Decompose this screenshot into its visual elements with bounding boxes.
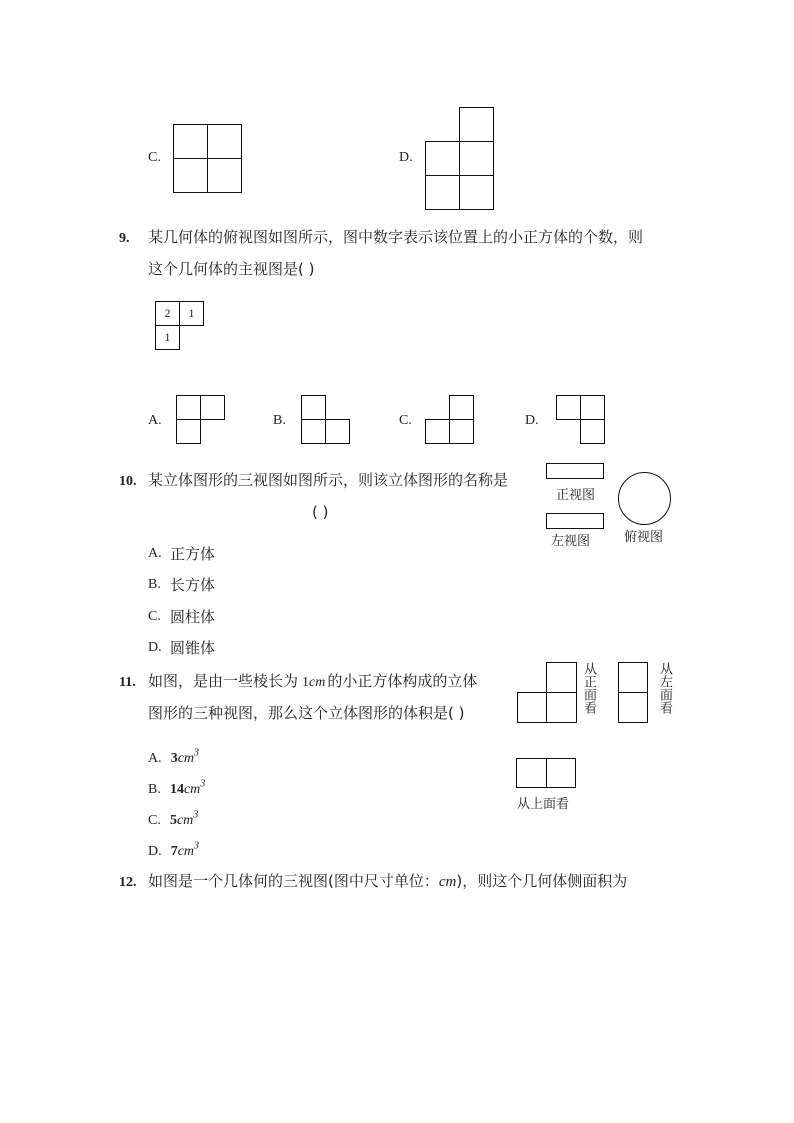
square xyxy=(459,175,494,210)
q10-text-line1: 某立体图形的三视图如图所示，则该立体图形的名称是 xyxy=(148,471,509,489)
square xyxy=(580,419,605,444)
q11-option-value: 7 xyxy=(170,844,178,859)
square xyxy=(301,395,326,420)
q12-text xyxy=(148,871,627,892)
q11-option-unit: cm xyxy=(177,844,195,859)
q10-option-text: 圆锥体 xyxy=(170,639,216,657)
square xyxy=(459,107,494,142)
q9-number: 9. xyxy=(119,231,130,246)
square xyxy=(449,419,474,444)
top-view-cell: 1 xyxy=(155,325,180,350)
square xyxy=(176,419,201,444)
square xyxy=(173,158,208,193)
square xyxy=(546,758,576,788)
square xyxy=(516,758,547,788)
q10-top-view-circle xyxy=(618,472,671,525)
q10-left-view-rect xyxy=(546,513,604,529)
q9-option-b-label: B. xyxy=(273,413,286,428)
q11-option-exp: 3 xyxy=(194,747,200,759)
q11-text-part: 的小正方体构成的立体 xyxy=(327,672,478,690)
q11-option-b xyxy=(148,778,205,798)
q10-option-letter: D. xyxy=(148,640,162,655)
square xyxy=(580,395,605,420)
q9-text-line1: 某几何体的俯视图如图所示，图中数字表示该位置上的小正方体的个数，则 xyxy=(148,228,644,246)
square xyxy=(425,419,450,444)
q10-front-view-label: 正视图 xyxy=(556,488,596,503)
square xyxy=(301,419,326,444)
q10-top-view-label: 俯视图 xyxy=(624,530,664,545)
q11-option-exp: 3 xyxy=(193,809,199,821)
q10-option-letter: A. xyxy=(148,546,162,561)
square xyxy=(200,395,225,420)
q12-number: 12. xyxy=(119,875,137,890)
q10-option-text: 正方体 xyxy=(170,545,216,563)
q11-left-view-label: 从左面看 xyxy=(657,662,672,714)
q8-option-d-label: D. xyxy=(399,150,413,165)
q10-front-view-rect xyxy=(546,463,604,479)
q10-paren: ( ) xyxy=(312,503,329,521)
square xyxy=(449,395,474,420)
q9-option-d-label: D. xyxy=(525,413,539,428)
square xyxy=(425,175,460,210)
q11-option-value: 14 xyxy=(169,782,184,797)
q11-option-unit: cm xyxy=(183,782,201,797)
q11-text-line1 xyxy=(148,671,477,693)
q11-option-unit: cm xyxy=(176,813,194,828)
square xyxy=(556,395,581,420)
square xyxy=(425,141,460,176)
square xyxy=(517,692,547,723)
square xyxy=(207,124,242,159)
q11-option-exp: 3 xyxy=(200,778,206,790)
square xyxy=(546,662,577,693)
q11-option-d xyxy=(148,840,199,860)
q12-text-part: 如图是一个几体何的三视图(图中尺寸单位： xyxy=(148,872,439,890)
q10-option-text: 长方体 xyxy=(170,576,216,594)
q10-option-letter: B. xyxy=(148,577,161,592)
q11-option-letter: D. xyxy=(148,844,162,859)
q11-text-line2: 图形的三种视图，那么这个立体图形的体积是( ) xyxy=(148,704,465,722)
square xyxy=(618,692,648,723)
q11-option-letter: A. xyxy=(148,751,162,766)
top-view-cell: 2 xyxy=(155,301,180,326)
q11-option-letter: C. xyxy=(148,813,161,828)
q12-text-part: )，则这个几何体侧面积为 xyxy=(456,872,628,890)
q11-option-letter: B. xyxy=(148,782,161,797)
q9-option-a-label: A. xyxy=(148,413,162,428)
q11-front-view-label: 从正面看 xyxy=(581,662,596,714)
q11-option-value: 3 xyxy=(170,751,178,766)
q11-option-a xyxy=(148,747,199,767)
q11-option-c xyxy=(148,809,198,829)
square xyxy=(546,692,577,723)
square xyxy=(176,395,201,420)
q11-option-exp: 3 xyxy=(194,840,200,852)
square xyxy=(207,158,242,193)
q11-option-value: 5 xyxy=(169,813,177,828)
q11-text-part: 如图，是由一些棱长为 xyxy=(148,672,299,690)
q9-option-c-label: C. xyxy=(399,413,412,428)
q10-option-letter: C. xyxy=(148,609,161,624)
q11-edge-value: 1 xyxy=(302,675,310,690)
square xyxy=(618,662,648,693)
q8-option-c-label: C. xyxy=(148,150,161,165)
top-view-cell: 1 xyxy=(179,301,204,326)
q11-option-unit: cm xyxy=(177,751,195,766)
q11-edge-unit: cm xyxy=(309,675,326,690)
q11-top-view-label: 从上面看 xyxy=(517,797,570,812)
square xyxy=(325,419,350,444)
q11-number: 11. xyxy=(119,675,136,690)
q10-number: 10. xyxy=(119,474,137,489)
q12-unit: cm xyxy=(438,874,457,890)
q10-left-view-label: 左视图 xyxy=(551,534,591,549)
square xyxy=(459,141,494,176)
square xyxy=(173,124,208,159)
q10-option-text: 圆柱体 xyxy=(170,608,216,626)
q9-text-line2: 这个几何体的主视图是( ) xyxy=(148,260,315,278)
